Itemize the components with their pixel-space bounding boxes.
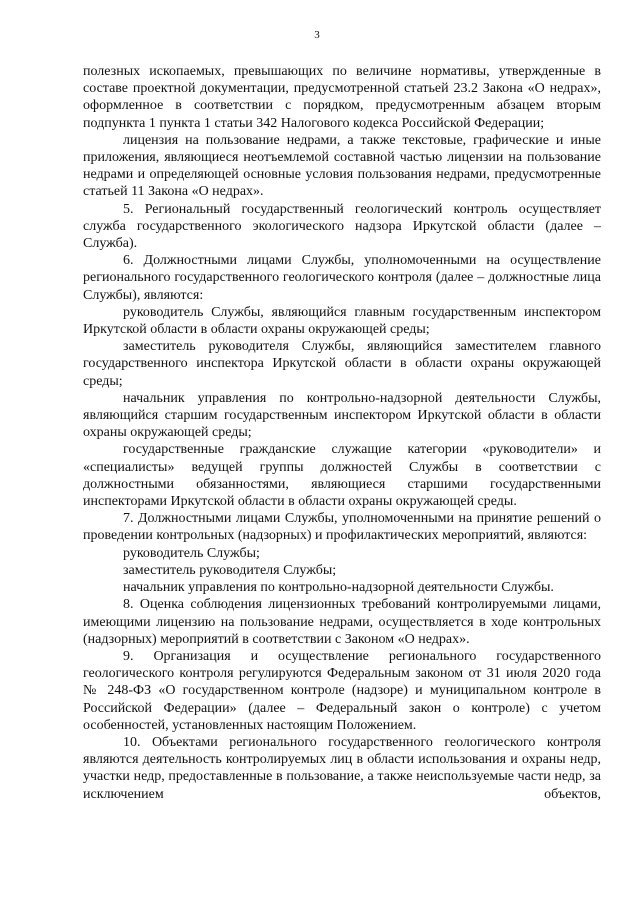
paragraph-list-department-head: начальник управления по контрольно-надзорной деятельности Службы. <box>123 580 554 596</box>
paragraph-list-head: руководитель Службы; <box>123 545 260 561</box>
paragraph-list-deputy: заместитель руководителя Службы; <box>123 562 337 578</box>
paragraph-civil-servants: государственные гражданские служащие категории «руководители» и «специалисты» ведущей группы должностей Службы в соответствии с должностными обязанностями, являющиеся старшими государственными инспекторами Иркутской области в области охраны окружающей среды. <box>83 442 601 510</box>
paragraph-item-5: 5. Региональный государственный геологический контроль осуществляет служба государственного экологического надзора Иркутской области (далее – Служба). <box>83 201 601 252</box>
paragraph-license: лицензия на пользование недрами, а также текстовые, графические и иные приложения, являющиеся неотъемлемой составной частью лицензии на пользование недрами и определяющей основные условия пользования недрами, предусмотренные статьей 11 Закона «О недрах». <box>83 132 601 200</box>
paragraph-department-head: начальник управления по контрольно-надзорной деятельности Службы, являющийся старшим государственным инспектором Иркутской области в области охраны окружающей среды; <box>83 390 601 441</box>
paragraph-item-9: 9. Организация и осуществление регионального государственного геологического контроля регулируются Федеральным законом от 31 июля 2020 года № 248-ФЗ «О государственном контроле (надзоре) и муниципальном контроле в Российской Федерации» (далее – Федеральный закон о контроле) с учетом особенностей, установленных настоящим Положением. <box>83 648 601 733</box>
paragraph-item-10: 10. Объектами регионального государственного геологического контроля являются деятельность контролируемых лиц в области использования и охраны недр, участки недр, предоставленные в пользование, а также неиспользуемые части недр, за исключением объектов, <box>83 734 601 802</box>
paragraph-item-6: 6. Должностными лицами Службы, уполномоченными на осуществление регионального государственного геологического контроля (далее – должностные лица Службы), являются: <box>83 253 601 303</box>
paragraph-continued: полезных ископаемых, превышающих по величине нормативы, утвержденные в составе проектной документации, предусмотренной статьей 23.2 Закона «О недрах», оформленное в соответствии с порядком, предусмотренным абзацем вторым подпункта 1 пункта 1 статьи 342 Налогового кодекса Российской Федерации; <box>83 64 601 131</box>
page-number: 3 <box>314 29 320 41</box>
paragraph-deputy-head: заместитель руководителя Службы, являющийся заместителем главного государственного инспектора Иркутской области в области охраны окружающей среды; <box>83 339 601 389</box>
paragraph-item-7: 7. Должностными лицами Службы, уполномоченными на принятие решений о проведении контрольных (надзорных) и профилактических мероприятий, являются: <box>83 511 601 544</box>
document-body <box>83 63 601 803</box>
paragraph-item-8: 8. Оценка соблюдения лицензионных требований контролируемыми лицами, имеющими лицензию на пользование недрами, осуществляется в ходе контрольных (надзорных) мероприятий в соответствии с Законом «О недрах». <box>83 597 601 647</box>
paragraph-head-of-service: руководитель Службы, являющийся главным государственным инспектором Иркутской области в области охраны окружающей среды; <box>83 304 601 338</box>
